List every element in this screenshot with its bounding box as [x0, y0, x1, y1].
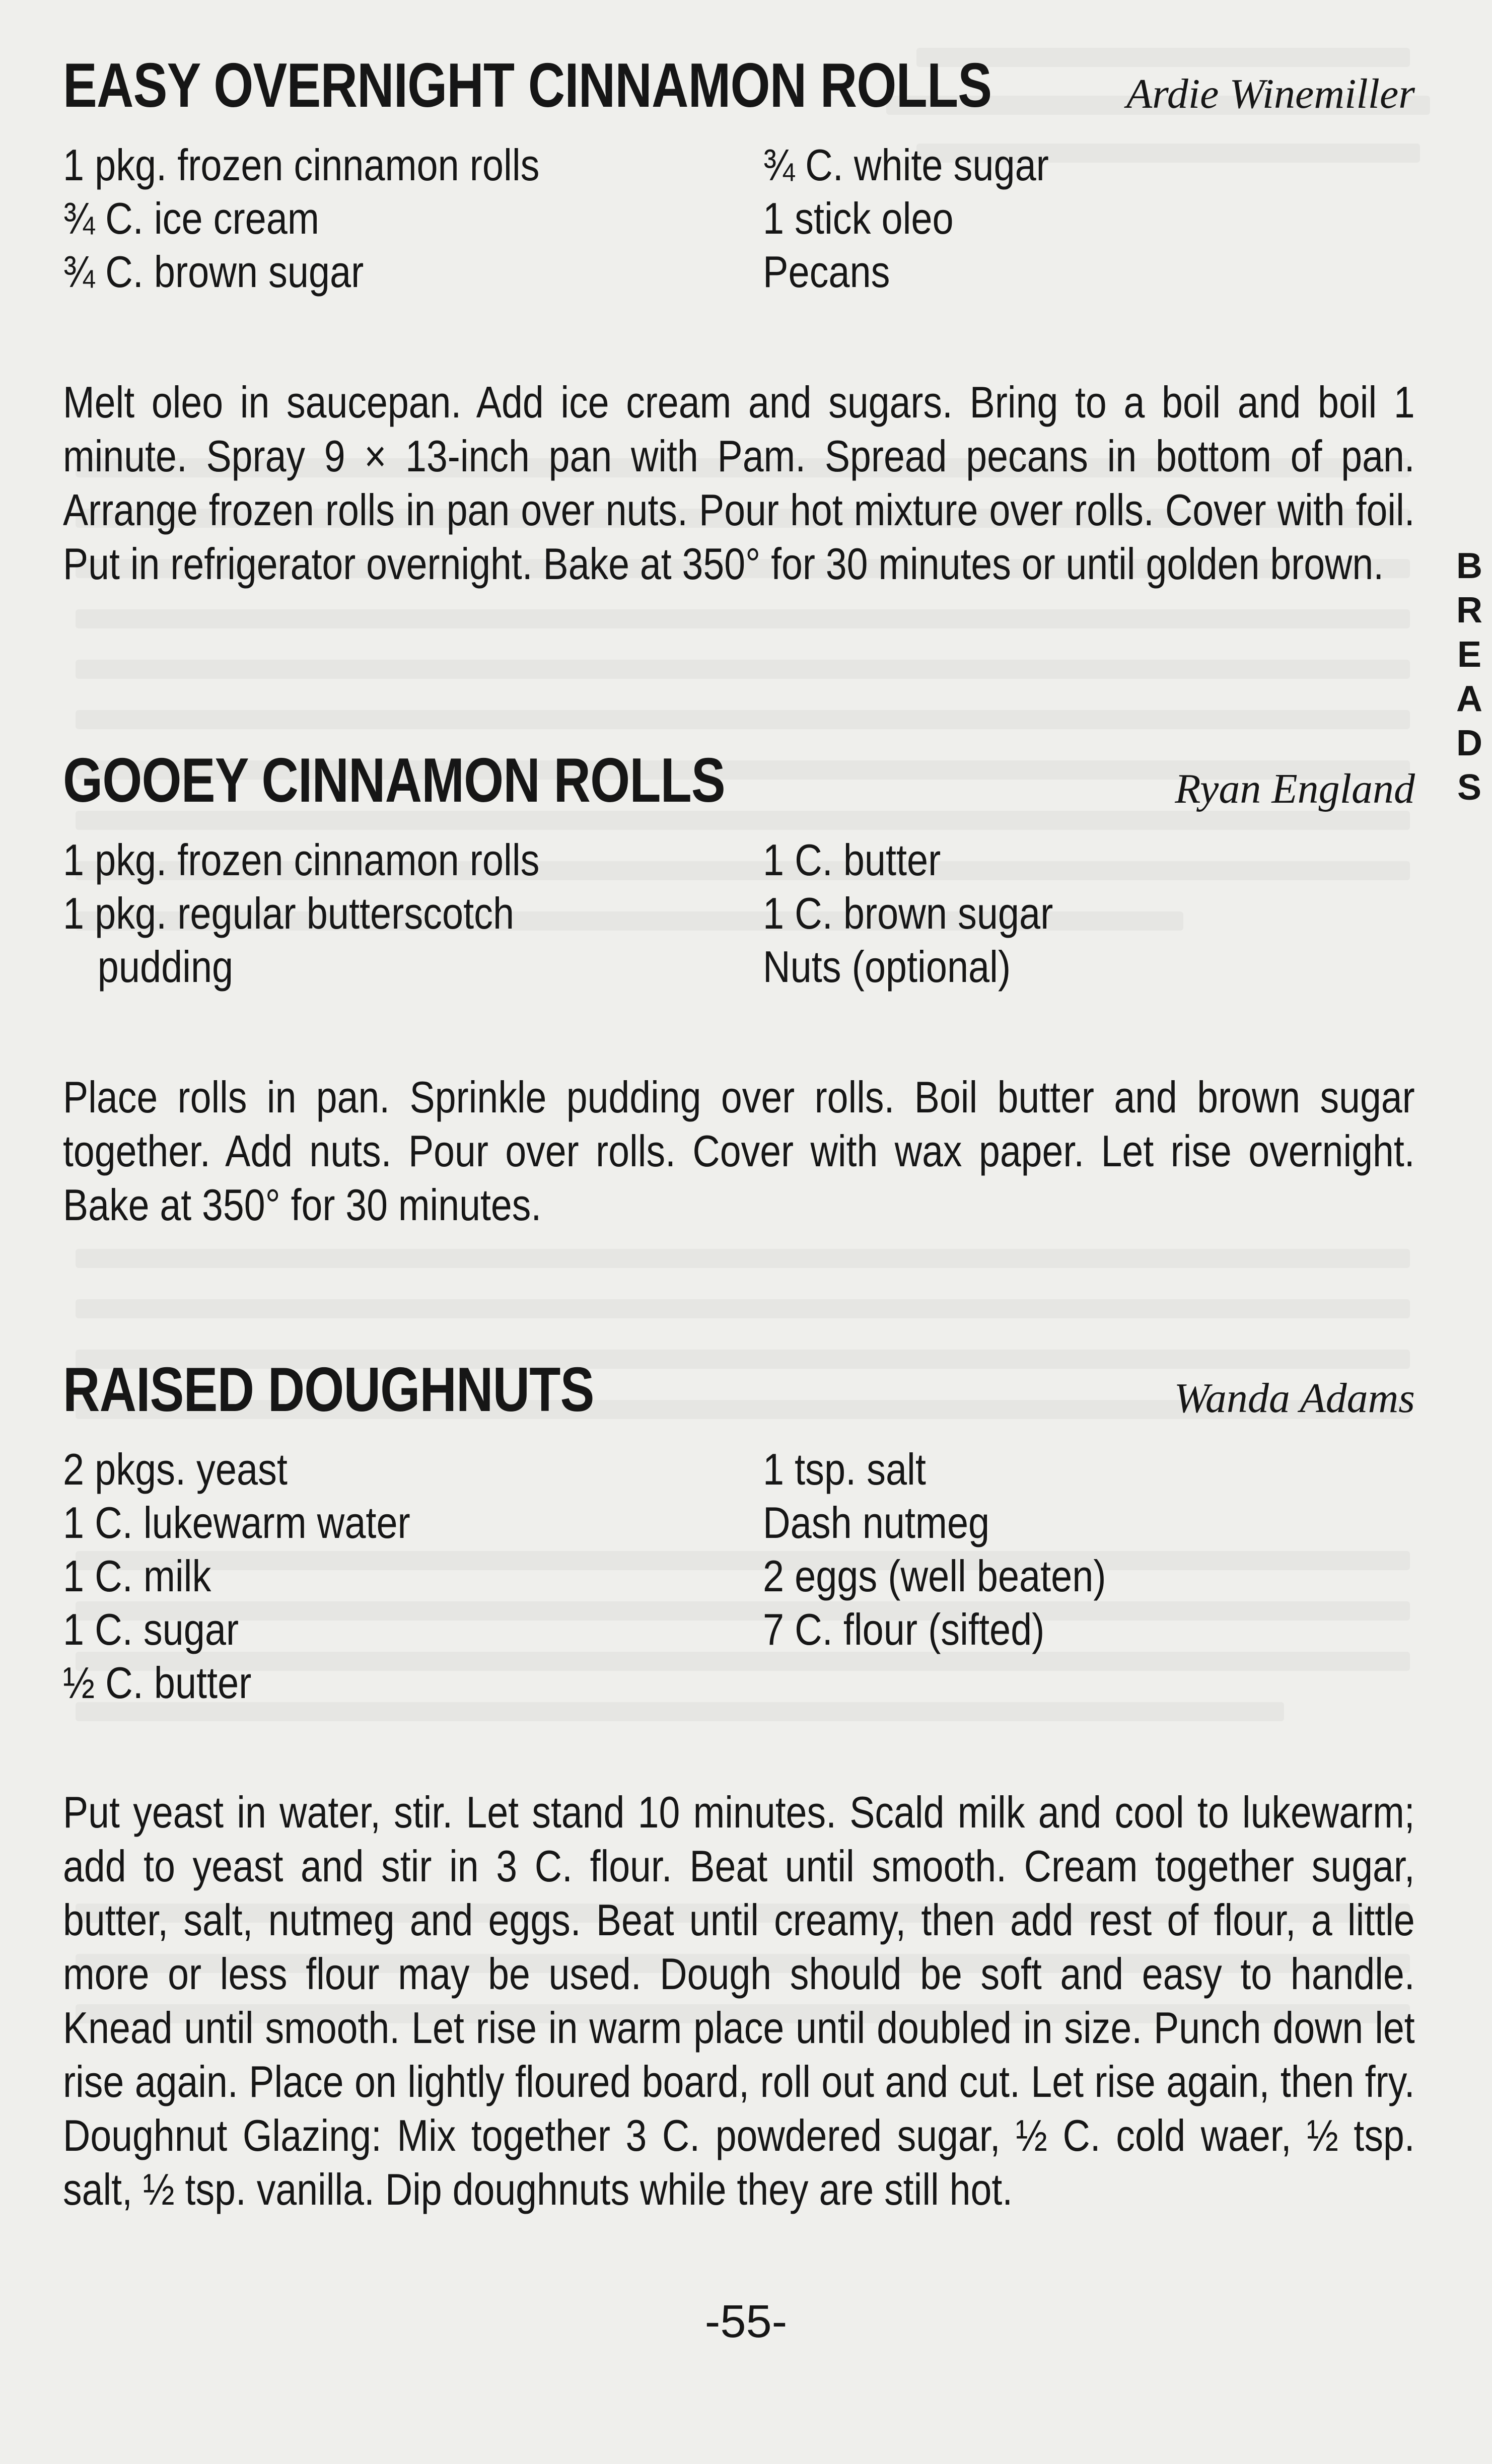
ingredient-item: Dash nutmeg [763, 1498, 990, 1547]
ingredient-item: 7 C. flour (sifted) [763, 1604, 1045, 1654]
recipe-directions: Put yeast in water, stir. Let stand 10 minutes. Scald milk and cool to lukewarm; add to yeast and stir in 3 C. flour. Beat until smooth. Cream together sugar, butter, salt, nutmeg and eggs. Beat until creamy, then add rest of flour, a little more or less flour may be used. Dough should be soft and easy to handle. Knead until smooth. Let rise in warm place until doubled in size. Punch down let rise again. Place on lightly floured board, roll out and cut. Let rise again, then fry. Doughnut Glazing: Mix together 3 C. powdered sugar, ½ C. cold waer, ½ tsp. salt, ½ tsp. vanilla. Dip doughnuts while they are still hot. [63, 1787, 1415, 2214]
ingredient-item: 1 C. milk [63, 1551, 211, 1601]
section-tab-letter: B [1456, 546, 1482, 586]
ingredient-item: 1 C. brown sugar [763, 888, 1053, 938]
ingredient-column-right [763, 138, 1412, 299]
ingredient-item: ¾ C. brown sugar [63, 247, 364, 297]
ingredient-item: ½ C. butter [63, 1658, 252, 1708]
recipe-title: GOOEY CINNAMON ROLLS [63, 746, 725, 815]
section-tab-letter: D [1456, 723, 1482, 763]
ingredient-column-left [63, 1443, 758, 1710]
section-tab-letter: E [1457, 635, 1482, 675]
ingredient-column-right [763, 833, 1412, 994]
section-tab-letter: R [1456, 590, 1482, 630]
ingredient-item: 1 C. butter [763, 835, 941, 885]
ingredient-item: 1 C. lukewarm water [63, 1498, 410, 1547]
recipe-directions: Place rolls in pan. Sprinkle pudding over rolls. Boil butter and brown sugar together. Add nuts. Pour over rolls. Cover with wax paper. Let rise overnight. Bake at 350° for 30 minutes. [63, 1072, 1415, 1230]
section-tab-breads [1449, 544, 1489, 810]
recipe-raised-doughnuts [63, 1352, 1415, 2214]
section-tab-letter: A [1456, 679, 1482, 719]
ingredient-item: 1 stick oleo [763, 193, 954, 243]
recipe-author: Ardie Winemiller [1126, 71, 1415, 117]
ingredient-item: 1 tsp. salt [763, 1444, 926, 1494]
ingredient-item: 1 C. sugar [63, 1604, 239, 1654]
ingredient-list [63, 833, 1415, 1000]
page-number: -55- [704, 2296, 788, 2347]
recipe-title: RAISED DOUGHNUTS [63, 1355, 594, 1425]
ingredient-item: ¾ C. white sugar [763, 140, 1049, 190]
ingredient-list [63, 138, 1415, 305]
ingredient-item: ¾ C. ice cream [63, 193, 319, 243]
ingredient-item: 1 pkg. frozen cinnamon rolls [63, 140, 540, 190]
ingredient-item: 2 eggs (well beaten) [763, 1551, 1106, 1601]
section-tab-letter: S [1457, 767, 1482, 808]
ingredient-item: pudding [97, 942, 234, 992]
ingredient-list [63, 1443, 1415, 1715]
recipe-author: Ryan England [1175, 765, 1415, 812]
ingredient-item: Pecans [763, 247, 890, 297]
recipe-header [63, 1352, 1415, 1428]
recipe-easy-overnight-cinnamon-rolls [63, 48, 1415, 589]
recipe-header [63, 743, 1415, 818]
ingredient-item: 2 pkgs. yeast [63, 1444, 288, 1494]
ingredient-column-left [63, 138, 758, 299]
ingredient-item: Nuts (optional) [763, 942, 1011, 992]
ingredient-column-right [763, 1443, 1412, 1656]
recipe-title: EASY OVERNIGHT CINNAMON ROLLS [63, 51, 992, 120]
recipe-author: Wanda Adams [1174, 1375, 1415, 1422]
ingredient-column-left [63, 833, 758, 994]
ingredient-item: 1 pkg. frozen cinnamon rolls [63, 835, 540, 885]
recipe-gooey-cinnamon-rolls [63, 743, 1415, 1230]
recipe-header [63, 48, 1415, 123]
ingredient-item: 1 pkg. regular butterscotch [63, 888, 515, 938]
recipe-directions: Melt oleo in saucepan. Add ice cream and sugars. Bring to a boil and boil 1 minute. Spray 9 × 13-inch pan with Pam. Spread pecans in bottom of pan. Arrange frozen rolls in pan over nuts. Pour hot mixture over rolls. Cover with foil. Put in refrigerator overnight. Bake at 350° for 30 minutes or until golden brown. [63, 377, 1415, 589]
